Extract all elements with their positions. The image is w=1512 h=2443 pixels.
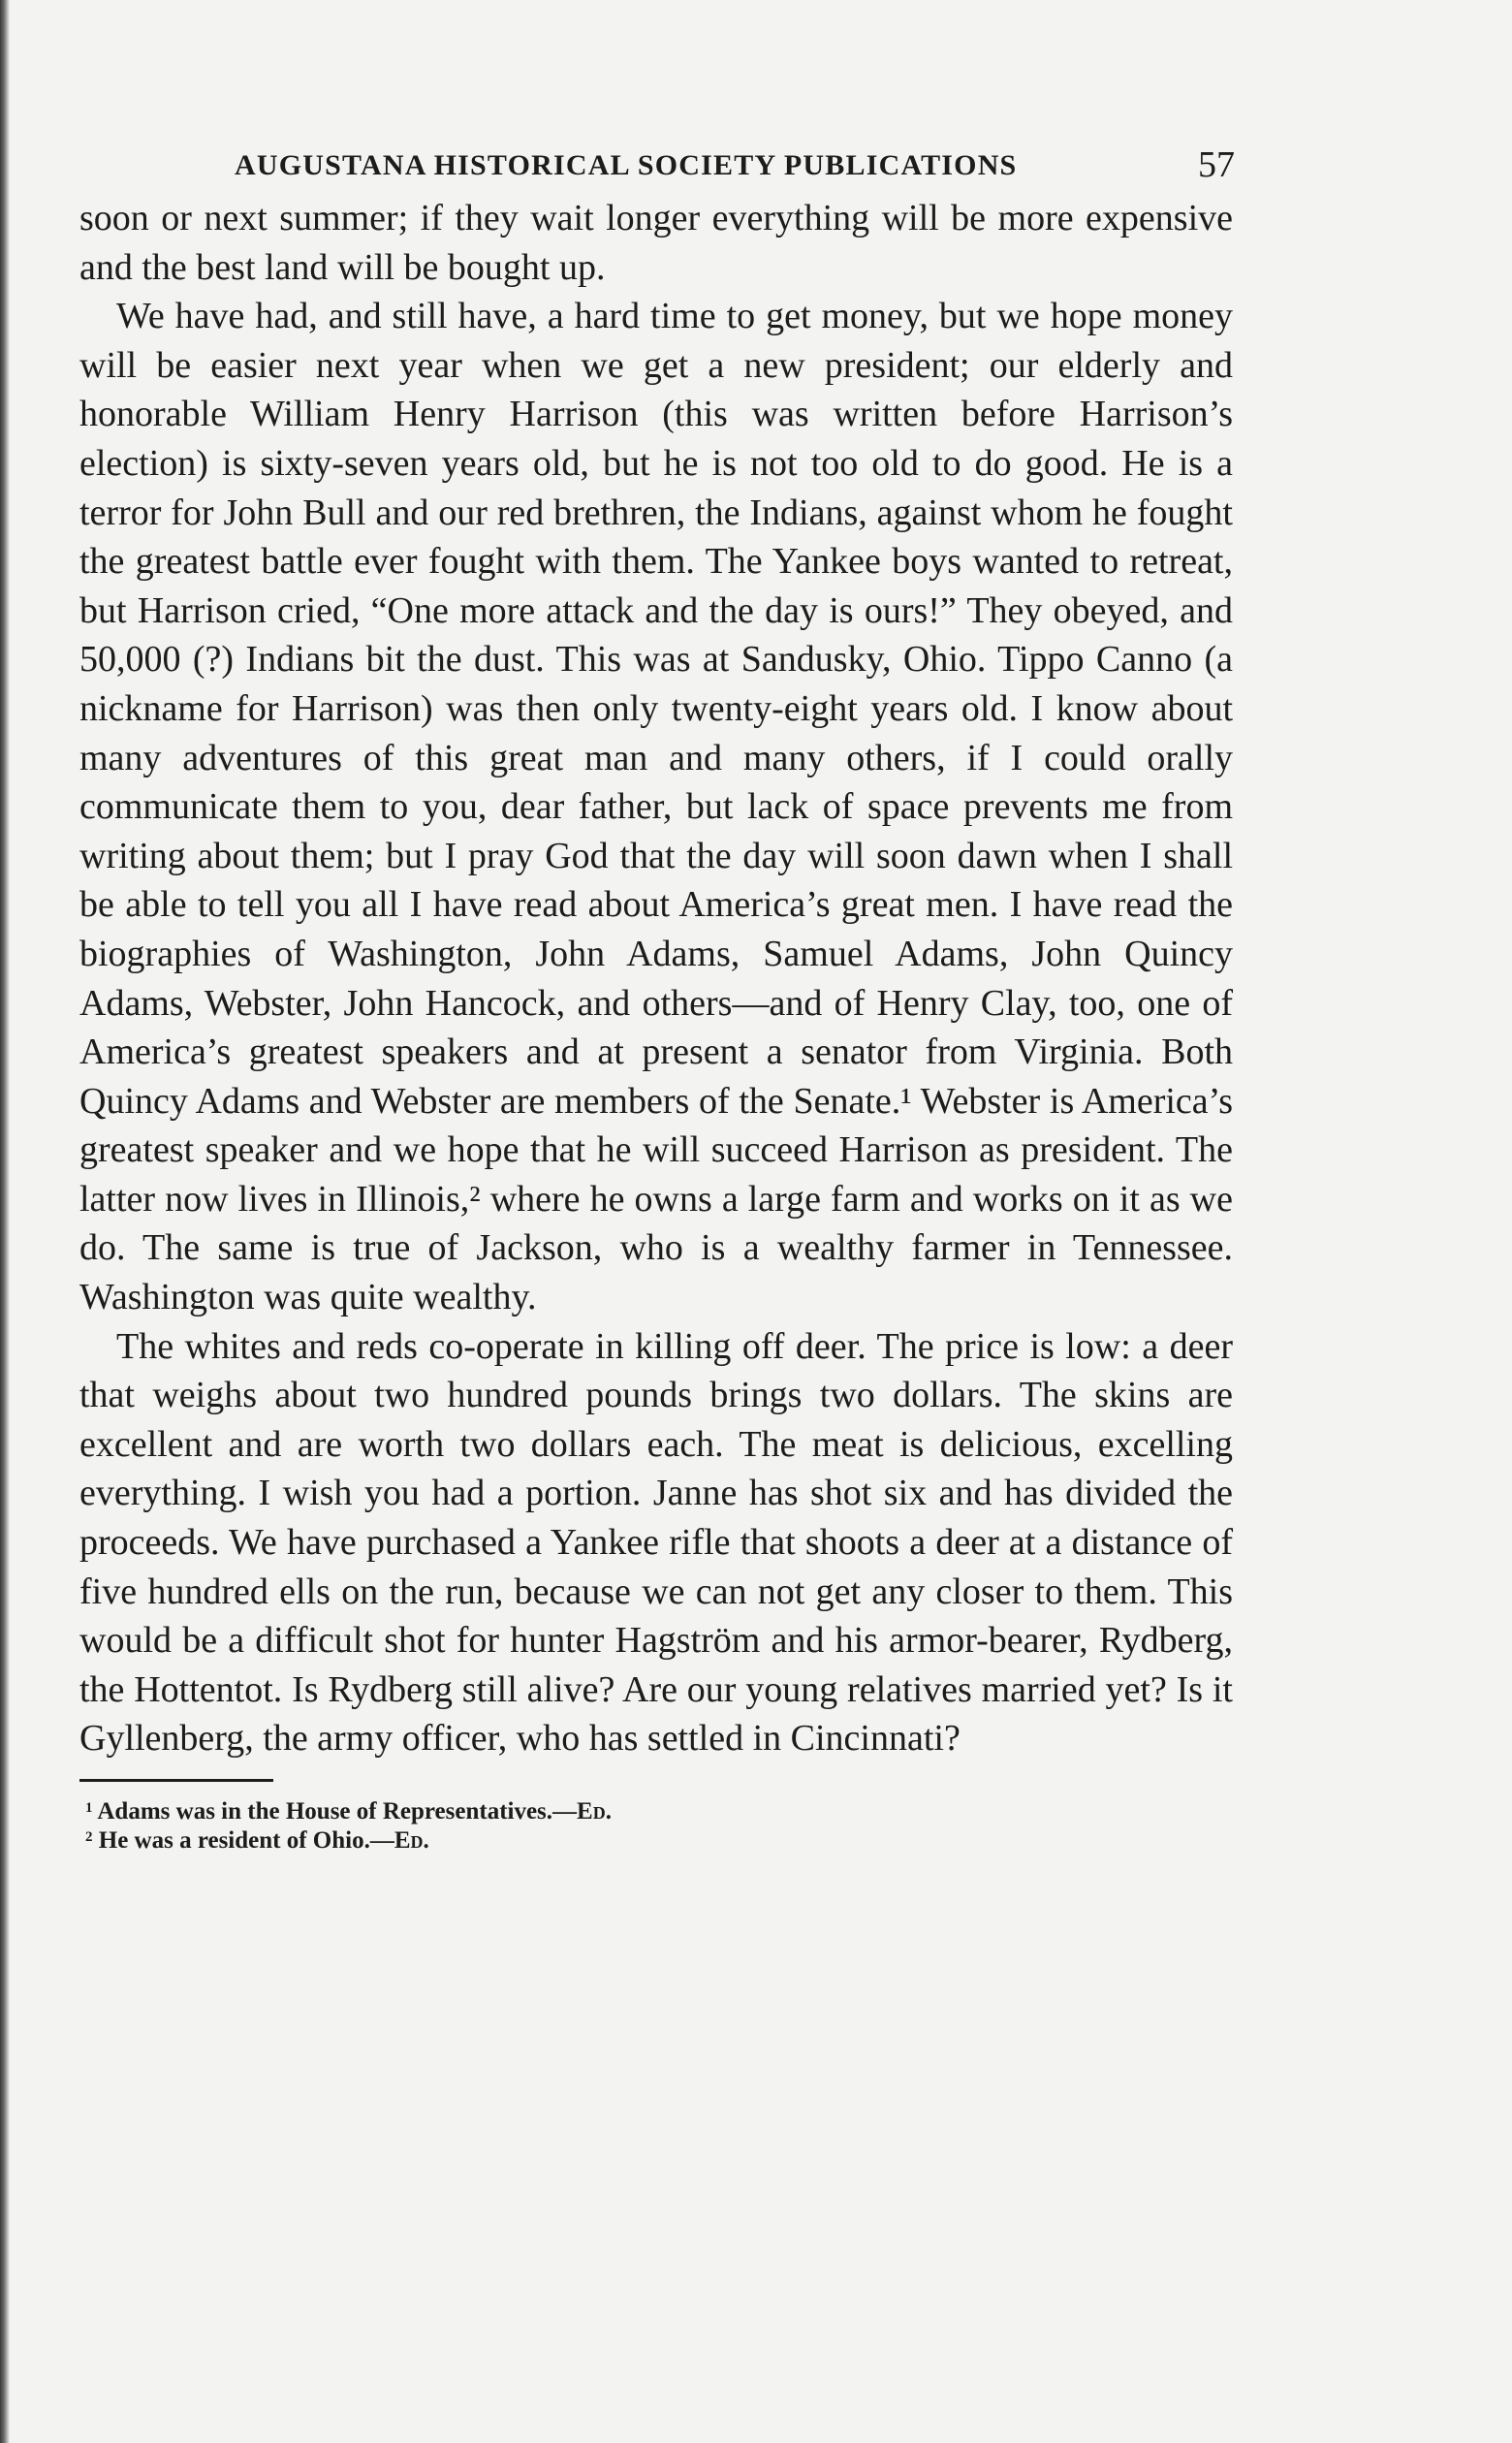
page-binding-edge: [0, 0, 10, 2443]
footnote-1: [79, 1795, 1233, 1824]
footnote-marker: 2: [85, 1829, 93, 1845]
paragraph-harrison: We have had, and still have, a hard time to get money, but we hope money will be easier next year when we get a new president; our elderly and honorable William Henry Harrison (this was written before Harrison’s election) is sixty-seven years old, but he is not too old to do good. He is a terror for John Bull and our red brethren, the Indians, against whom he fought the greatest battle ever fought with them. The Yankee boys wanted to retreat, but Harrison cried, “One more attack and the day is ours!” They obeyed, and 50,000 (?) Indians bit the dust. This was at Sandusky, Ohio. Tippo Canno (a nickname for Harrison) was then only twenty-eight years old. I know about many adventures of this great man and many others, if I could orally communicate them to you, dear father, but lack of space prevents me from writing about them; but I pray God that the day will soon dawn when I shall be able to tell you all I have read about America’s great men. I have read the biographies of Washington, John Adams, Samuel Adams, John Quincy Adams, Webster, John Hancock, and others—and of Henry Clay, too, one of America’s greatest speakers and at present a senator from Virginia. Both Quincy Adams and Webster are members of the Senate.¹ Webster is America’s greatest speaker and we hope that he will succeed Harrison as president. The latter now lives in Illinois,² where he owns a large farm and works on it as we do. The same is true of Jackson, who is a wealthy farmer in Tennessee. Washington was quite wealthy.: [79, 296, 1233, 1318]
paragraph-continued: soon or next summer; if they wait longer everything will be more expensive and the best land will be bought up.: [79, 198, 1233, 288]
footnote-rule: [79, 1779, 273, 1782]
page-number: 57: [1198, 144, 1235, 185]
running-head: [79, 136, 1233, 194]
footnotes: [79, 1795, 1233, 1854]
editor-mark: Ed.: [577, 1798, 612, 1824]
footnote-text: Adams was in the House of Representatives.—: [97, 1798, 578, 1824]
footnote-marker: 1: [85, 1800, 93, 1816]
footnote-text: He was a resident of Ohio.—: [98, 1827, 394, 1854]
running-title: AUGUSTANA HISTORICAL SOCIETY PUBLICATIONS: [235, 149, 1018, 181]
paragraph-deer: The whites and reds co-operate in killing off deer. The price is low: a deer that weighs about two hundred pounds brings two dollars. The skins are excellent and are worth two dollars each. The meat is delicious, excelling everything. I wish you had a portion. Janne has shot six and has divided the proceeds. We have purchased a Yankee rifle that shoots a deer at a distance of five hundred ells on the run, because we can not get any closer to them. This would be a difficult shot for hunter Hagström and his armor-bearer, Rydberg, the Hottentot. Is Rydberg still alive? Are our young relatives married yet? Is it Gyllenberg, the army officer, who has settled in Cincinnati?: [79, 1325, 1233, 1760]
editor-mark: Ed.: [394, 1827, 429, 1854]
body-text: [79, 194, 1233, 1763]
footnote-2: [79, 1824, 1233, 1854]
book-page: [79, 136, 1233, 1854]
